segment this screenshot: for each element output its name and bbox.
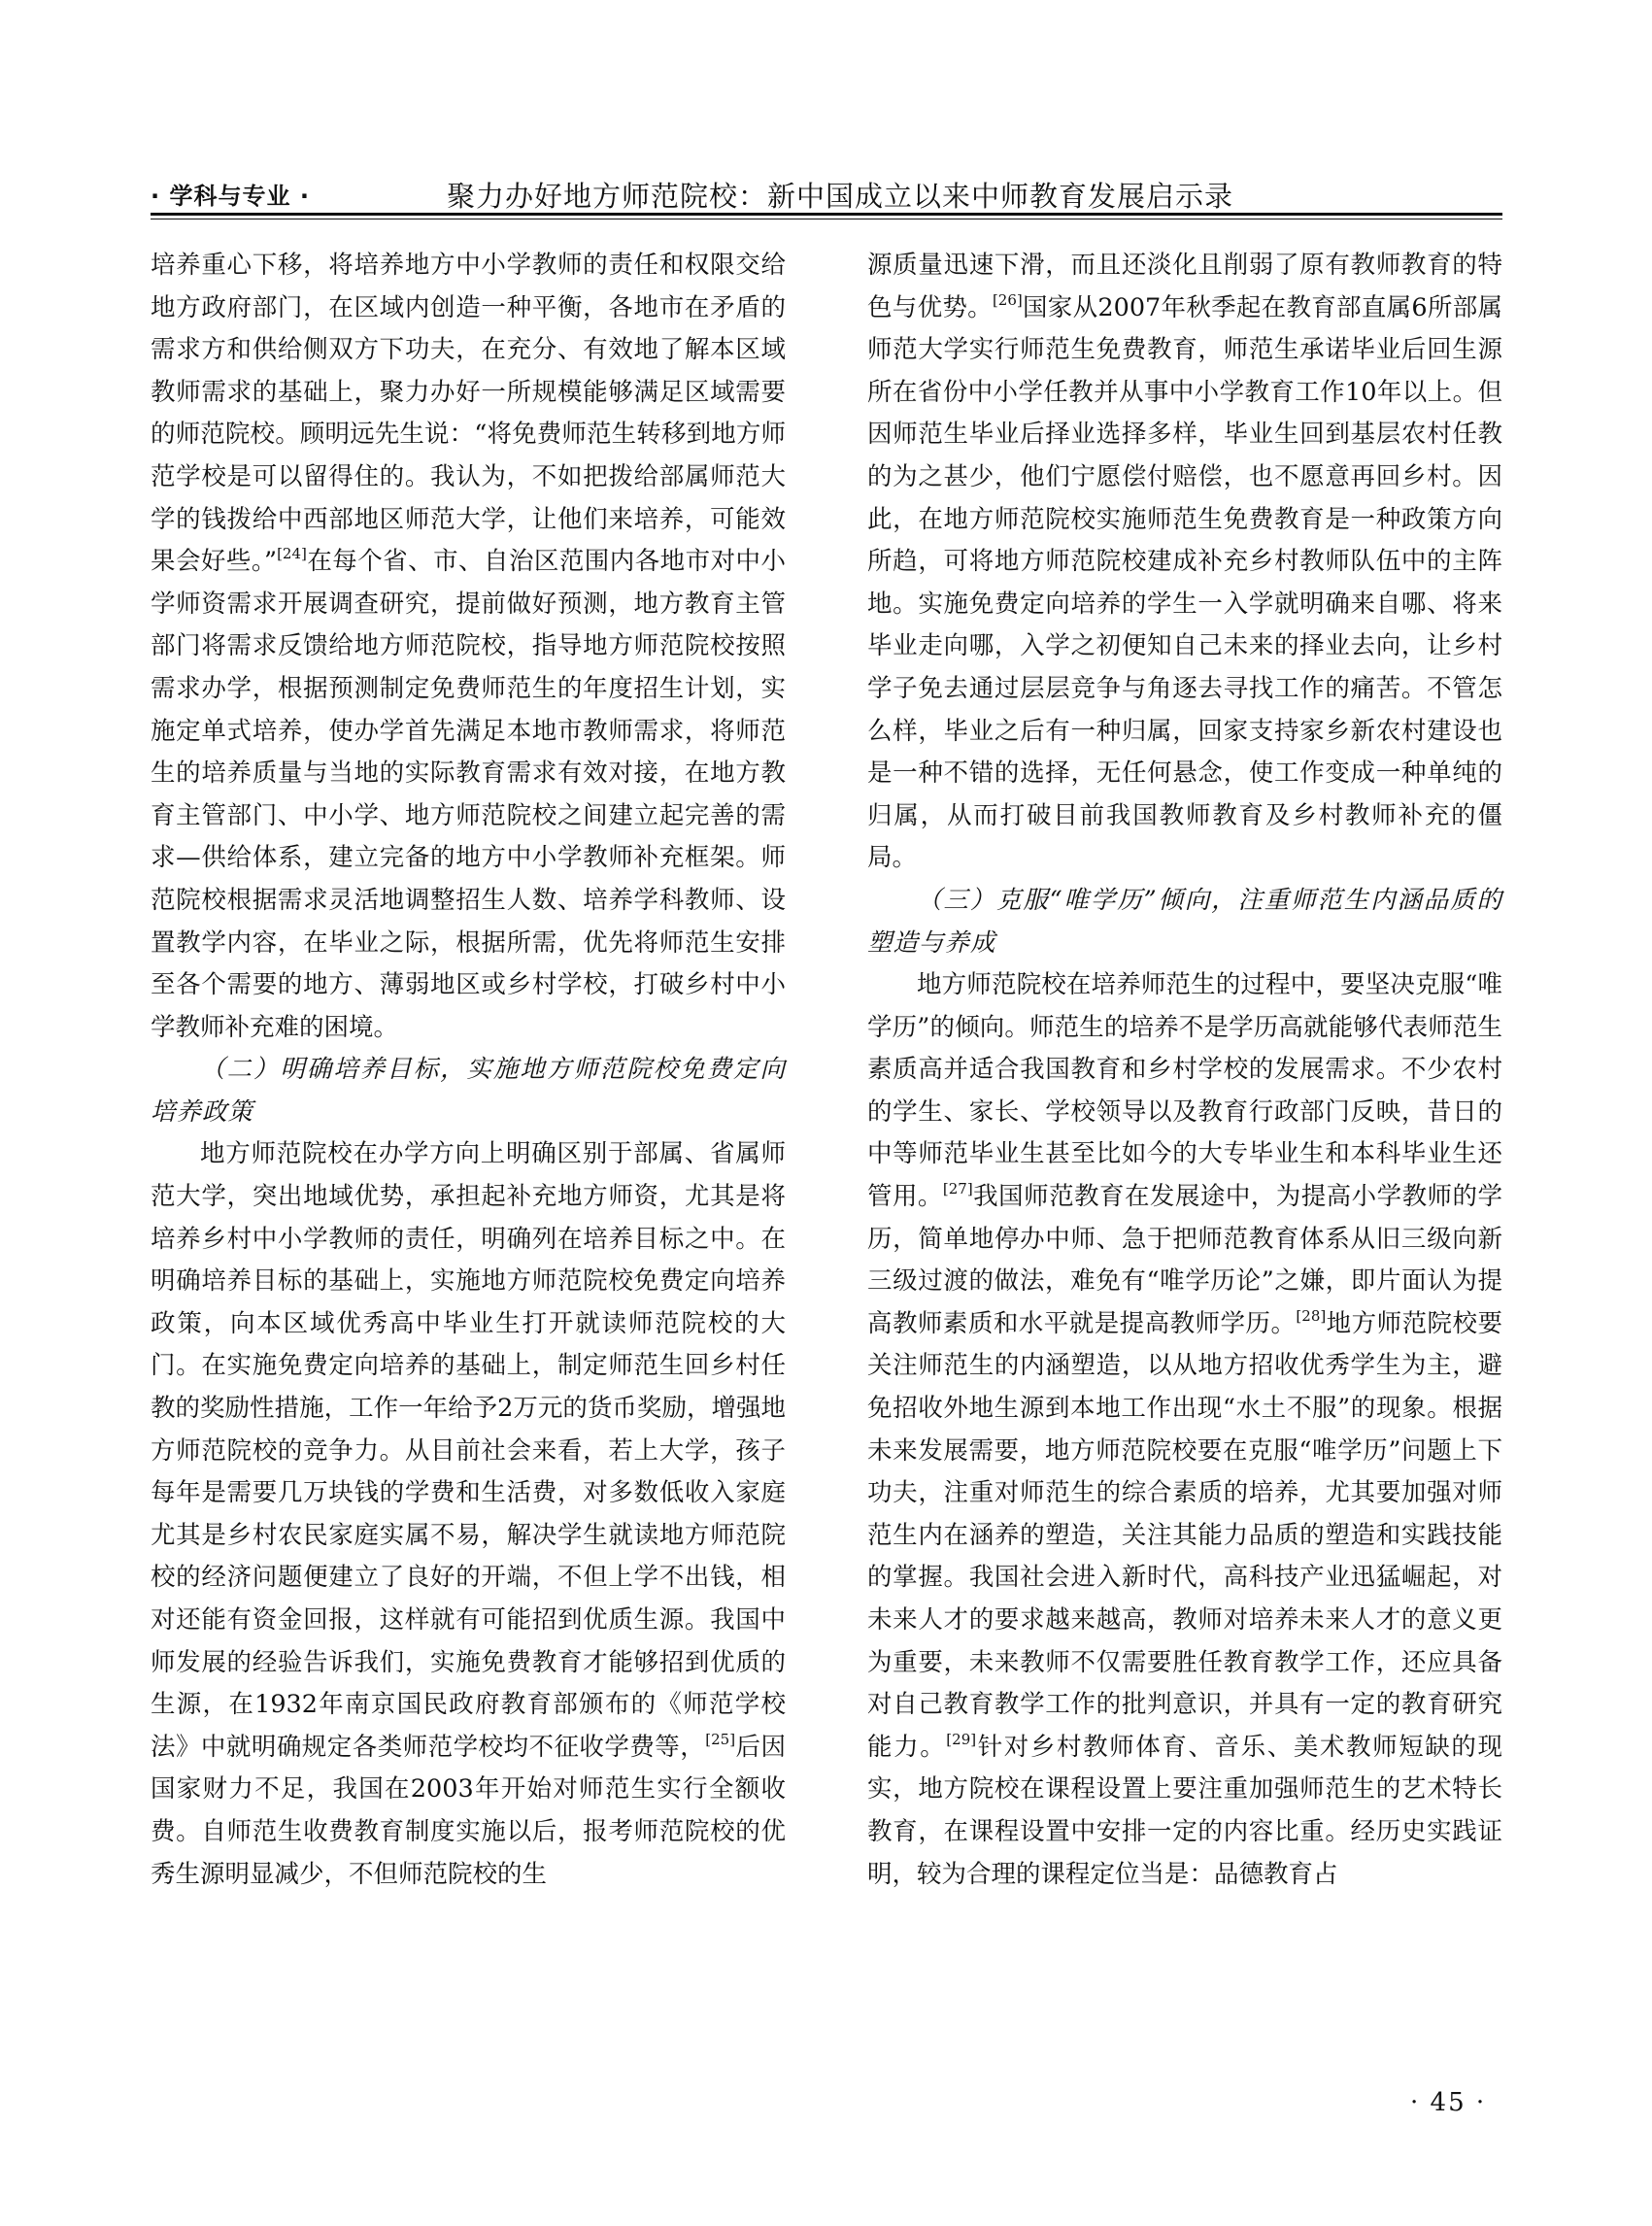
running-title: 聚力办好地方师范院校：新中国成立以来中师教育发展启示录 bbox=[447, 180, 1234, 213]
text-run: 针对乡村教师体育、音乐、美术教师短缺的现实，地方院校在课程设置上要注重加强师范生的艺术特长教育，在课程设置中安排一定的内容比重。经历史实践证明，较为合理的课程定位当是：品德教育占 bbox=[867, 1732, 1502, 1889]
citation-24: [24] bbox=[277, 545, 307, 563]
text-run: 培养重心下移，将培养地方中小学教师的责任和权限交给地方政府部门，在区域内创造一种平衡，各地市在矛盾的需求方和供给侧双方下功夫，在充分、有效地了解本区域教师需求的基础上，聚力办好一所规模能够满足区域需要的师范院校。顾明远先生说：“将免费师范生转移到地方师范学校是可以留得住的。我认为，不如把拨给部属师范大学的钱拨给中西部地区师范大学，让他们来培养，可能效果会好些。” bbox=[151, 251, 786, 577]
citation-27: [27] bbox=[942, 1180, 973, 1198]
section-tag: · 学科与专业 · bbox=[151, 183, 310, 210]
paragraph bbox=[151, 1133, 786, 1896]
text-run: 后因国家财力不足，我国在2003年开始对师范生实行全额收费。自师范生收费教育制度实施以后，报考师范院校的优秀生源明显减少，不但师范院校的生 bbox=[151, 1732, 786, 1889]
paragraph-continued bbox=[867, 245, 1502, 880]
text-run: 在每个省、市、自治区范围内各地市对中小学师资需求开展调查研究，提前做好预测，地方教育主管部门将需求反馈给地方师范院校，指导地方师范院校按照需求办学，根据预测制定免费师范生的年度招生计划，实施定单式培养，使办学首先满足本地市教师需求，将师范生的培养质量与当地的实际教育需求有效对接，在地方教育主管部门、中小学、地方师范院校之间建立起完善的需求—供给体系，建立完备的地方中小学教师补充框架。师范院校根据需求灵活地调整招生人数、培养学科教师、设置教学内容，在毕业之际，根据所需，优先将师范生安排至各个需要的地方、薄弱地区或乡村学校，打破乡村中小学教师补充难的困境。 bbox=[151, 547, 786, 1042]
text-run: 国家从2007年秋季起在教育部直属6所部属师范大学实行师范生免费教育，师范生承诺毕业后回生源所在省份中小学任教并从事中小学教育工作10年以上。但因师范生毕业后择业选择多样，毕业生回到基层农村任教的为之甚少，他们宁愿偿付赔偿，也不愿意再回乡村。因此，在地方师范院校实施师范生免费教育是一种政策方向所趋，可将地方师范院校建成补充乡村教师队伍中的主阵地。实施免费定向培养的学生一入学就明确来自哪、将来毕业走向哪，入学之初便知自己未来的择业去向，让乡村学子免去通过层层竞争与角逐去寻找工作的痛苦。不管怎么样，毕业之后有一种归属，回家支持家乡新农村建设也是一种不错的选择，无任何悬念，使工作变成一种单纯的归属，从而打破目前我国教师教育及乡村教师补充的僵局。 bbox=[867, 292, 1502, 873]
text-run: 地方师范院校要关注师范生的内涵塑造，以从地方招收优秀学生为主，避免招收外地生源到本地工作出现“水土不服”的现象。根据未来发展需要，地方师范院校要在克服“唯学历”问题上下功夫，注重对师范生的综合素质的培养，尤其要加强对师范生内在涵养的塑造，关注其能力品质的塑造和实践技能的掌握。我国社会进入新时代，高科技产业迅猛崛起，对未来人才的要求越来越高，教师对培养未来人才的意义更为重要，未来教师不仅需要胜任教育教学工作，还应具备对自己教育教学工作的批判意识，并具有一定的教育研究能力。 bbox=[867, 1308, 1502, 1762]
subheading-2: （二）明确培养目标，实施地方师范院校免费定向培养政策 bbox=[151, 1055, 786, 1127]
citation-28: [28] bbox=[1296, 1306, 1327, 1325]
subheading-3: （三）克服“唯学历”倾向，注重师范生内涵品质的塑造与养成 bbox=[867, 885, 1502, 958]
citation-29: [29] bbox=[946, 1730, 977, 1748]
page-header bbox=[151, 175, 1502, 216]
paragraph bbox=[867, 964, 1502, 1896]
page-number: · 45 · bbox=[1410, 2088, 1487, 2117]
header-rule-thick bbox=[151, 213, 1502, 216]
paragraph-continued bbox=[151, 245, 786, 1049]
left-column bbox=[151, 245, 786, 1896]
citation-25: [25] bbox=[705, 1730, 736, 1748]
right-column bbox=[867, 245, 1502, 1896]
text-run: 地方师范院校在培养师范生的过程中，要坚决克服“唯学历”的倾向。师范生的培养不是学历高就能够代表师范生素质高并适合我国教育和乡村学校的发展需求。不少农村的学生、家长、学校领导以及教育行政部门反映，昔日的中等师范毕业生甚至比如今的大专毕业生和本科毕业生还管用。 bbox=[867, 970, 1502, 1212]
text-run: 地方师范院校在办学方向上明确区别于部属、省属师范大学，突出地域优势，承担起补充地方师资，尤其是将培养乡村中小学教师的责任，明确列在培养目标之中。在明确培养目标的基础上，实施地方师范院校免费定向培养政策，向本区域优秀高中毕业生打开就读师范院校的大门。在实施免费定向培养的基础上，制定师范生回乡村任教的奖励性措施，工作一年给予2万元的货币奖励，增强地方师范院校的竞争力。从目前社会来看，若上大学，孩子每年是需要几万块钱的学费和生活费，对多数低收入家庭尤其是乡村农民家庭实属不易，解决学生就读地方师范院校的经济问题便建立了良好的开端，不但上学不出钱，相对还能有资金回报，这样就有可能招到优质生源。我国中师发展的经验告诉我们，实施免费教育才能够招到优质的生源，在1932年南京国民政府教育部颁布的《师范学校法》中就明确规定各类师范学校均不征收学费等， bbox=[151, 1139, 786, 1762]
citation-26: [26] bbox=[992, 290, 1023, 309]
text-run: 我国师范教育在发展途中，为提高小学教师的学历，简单地停办中师、急于把师范教育体系从旧三级向新三级过渡的做法，难免有“唯学历论”之嫌，即片面认为提高教师素质和水平就是提高教师学历。 bbox=[867, 1182, 1502, 1338]
text-run: 源质量迅速下滑，而且还淡化且削弱了原有教师教育的特色与优势。 bbox=[867, 251, 1502, 322]
